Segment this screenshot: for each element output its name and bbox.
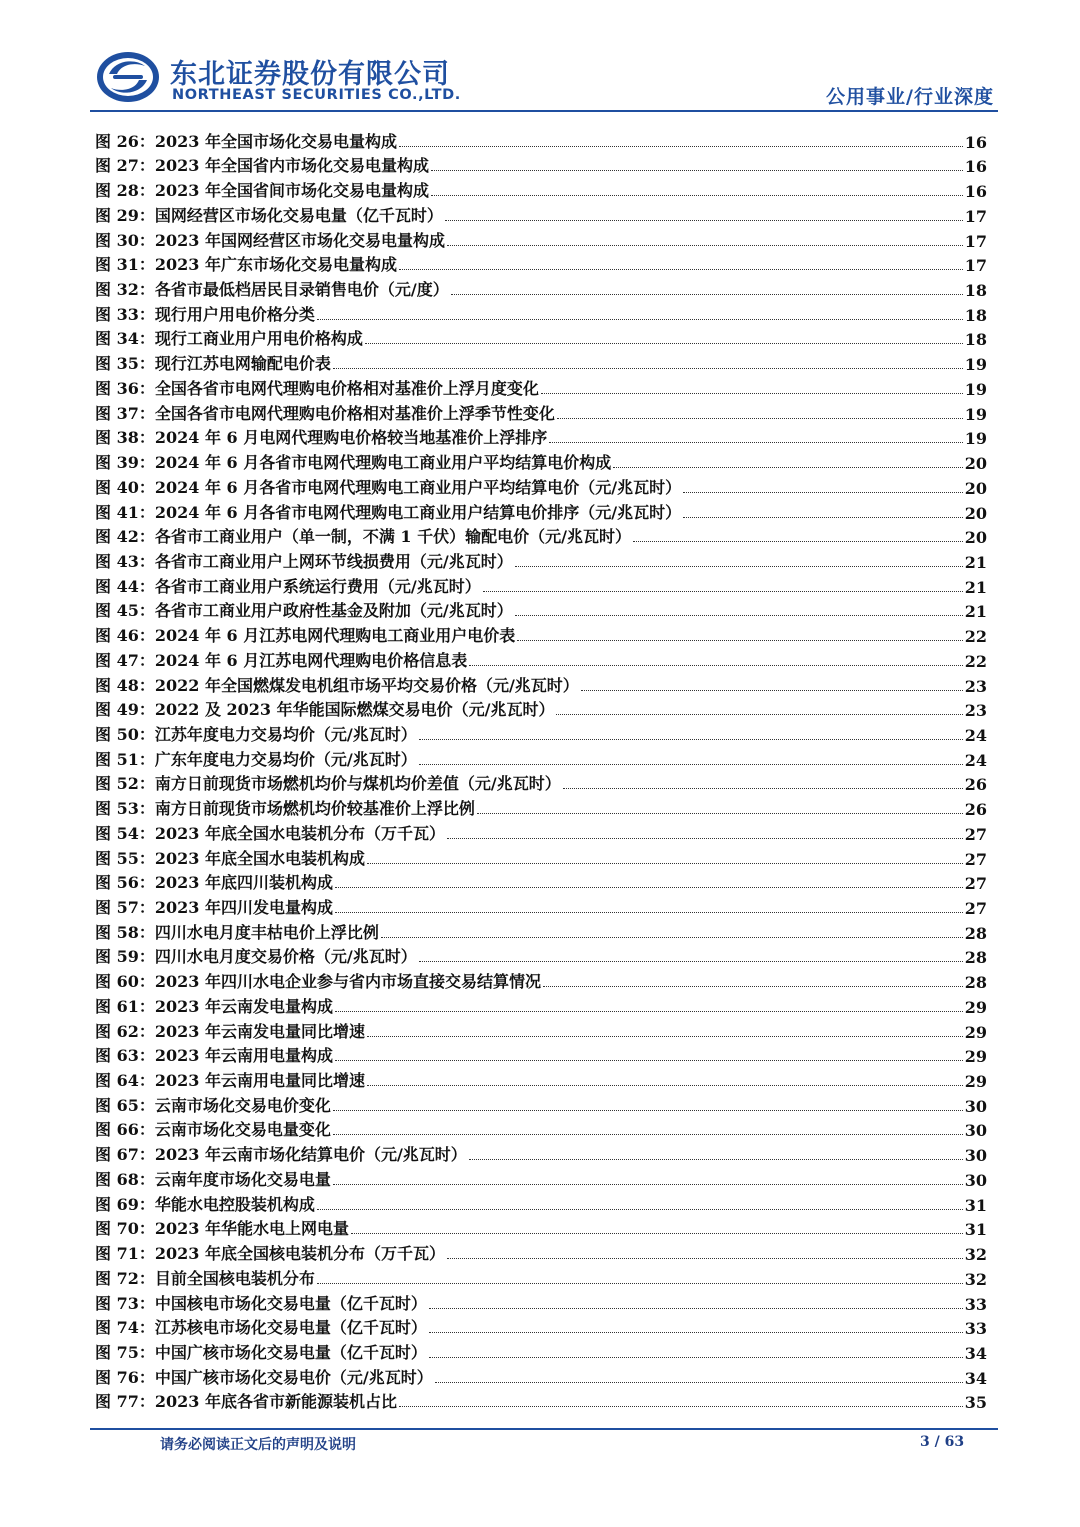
figure-page-number: 29 [964, 1022, 987, 1042]
figure-number: 图 34： [95, 329, 155, 349]
figure-title: 江苏核电市场化交易电量（亿千瓦时） [154, 1318, 427, 1338]
figure-page-number: 18 [964, 305, 987, 325]
toc-entry[interactable] [95, 1215, 987, 1240]
dot-leader [429, 1357, 963, 1358]
figure-title: 2023 年云南发电量构成 [154, 996, 333, 1016]
toc-entry[interactable] [95, 720, 987, 745]
figure-number: 图 47： [95, 650, 155, 670]
figure-title: 2023 年全国省间市场化交易电量构成 [154, 181, 429, 201]
figure-number: 图 72： [95, 1268, 155, 1288]
figure-title: 各省市工商业用户（单一制，不满 1 千伏）输配电价（元/兆瓦时） [154, 527, 631, 547]
figure-number: 图 32： [95, 280, 155, 300]
figure-page-number: 30 [964, 1146, 987, 1166]
dot-leader [613, 467, 963, 468]
toc-entry[interactable] [95, 918, 987, 943]
dot-leader [333, 1110, 963, 1111]
toc-entry[interactable] [95, 226, 987, 251]
dot-leader [333, 1184, 963, 1185]
toc-entry[interactable] [95, 794, 987, 819]
dot-leader [431, 170, 963, 171]
figure-page-number: 21 [964, 602, 987, 622]
figure-page-number: 16 [964, 182, 987, 202]
figure-number: 图 36： [95, 378, 155, 398]
dot-leader [683, 492, 963, 493]
toc-entry[interactable] [95, 696, 987, 721]
toc-entry[interactable] [95, 1289, 987, 1314]
figure-page-number: 30 [964, 1170, 987, 1190]
figure-page-number: 20 [964, 528, 987, 548]
toc-entry[interactable] [95, 992, 987, 1017]
toc-entry[interactable] [95, 498, 987, 523]
dot-leader [469, 1159, 963, 1160]
figure-number: 图 69： [95, 1194, 155, 1214]
figure-page-number: 23 [964, 701, 987, 721]
figure-number: 图 77： [95, 1392, 155, 1412]
figure-number: 图 53： [95, 799, 155, 819]
figure-number: 图 63： [95, 1046, 155, 1066]
toc-entry[interactable] [95, 1264, 987, 1289]
figure-number: 图 75： [95, 1342, 155, 1362]
figure-number: 图 65： [95, 1095, 155, 1115]
figure-page-number: 17 [964, 206, 987, 226]
dot-leader [317, 1283, 963, 1284]
toc-entry[interactable] [95, 745, 987, 770]
figure-title: 2023 年广东市场化交易电量构成 [154, 255, 397, 275]
figure-title: 2024 年 6 月各省市电网代理购电工商业用户平均结算电价构成 [154, 453, 612, 473]
figure-page-number: 28 [964, 973, 987, 993]
figure-title: 南方日前现货市场燃机均价较基准价上浮比例 [154, 799, 475, 819]
figure-page-number: 24 [964, 725, 987, 745]
toc-entry[interactable] [95, 893, 987, 918]
dot-leader [333, 1134, 963, 1135]
toc-entry[interactable] [95, 1165, 987, 1190]
toc-entry[interactable] [95, 1042, 987, 1067]
footer-divider [90, 1428, 998, 1430]
figure-number: 图 40： [95, 477, 155, 497]
figure-title: 现行工商业用户用电价格构成 [154, 329, 363, 349]
toc-entry[interactable] [95, 152, 987, 177]
toc-entry[interactable] [95, 448, 987, 473]
toc-entry[interactable] [95, 819, 987, 844]
figure-title: 2022 及 2023 年华能国际燃煤交易电价（元/兆瓦时） [154, 700, 555, 720]
figure-title: 2023 年云南发电量同比增速 [154, 1021, 365, 1041]
figure-page-number: 35 [964, 1393, 987, 1413]
figure-page-number: 26 [964, 800, 987, 820]
figure-number: 图 50： [95, 724, 155, 744]
figure-page-number: 20 [964, 454, 987, 474]
dot-leader [451, 294, 963, 295]
toc-entry[interactable] [95, 399, 987, 424]
dot-leader [399, 146, 963, 147]
figure-page-number: 27 [964, 899, 987, 918]
dot-leader [429, 1332, 963, 1333]
figure-page-number: 30 [964, 1121, 987, 1141]
toc-entry[interactable] [95, 844, 987, 869]
figure-page-number: 24 [964, 750, 987, 770]
figure-number: 图 58： [95, 922, 155, 942]
toc-entry[interactable] [95, 300, 987, 325]
figure-number: 图 74： [95, 1318, 155, 1338]
toc-entry[interactable] [95, 201, 987, 226]
figure-title: 2023 年华能水电上网电量 [154, 1219, 349, 1239]
figure-title: 2024 年 6 月电网代理购电价格较当地基准价上浮排序 [154, 428, 548, 448]
figure-title: 2023 年国网经营区市场化交易电量构成 [154, 230, 445, 250]
dot-leader [447, 1258, 963, 1259]
figure-title: 全国各省市电网代理购电价格相对基准价上浮月度变化 [154, 378, 539, 398]
figure-page-number: 28 [964, 948, 987, 968]
toc-entry[interactable] [95, 869, 987, 894]
figure-number: 图 42： [95, 527, 155, 547]
toc-entry[interactable] [95, 1091, 987, 1116]
toc-entry[interactable] [95, 597, 987, 622]
figure-page-number: 20 [964, 478, 987, 498]
figure-title: 四川水电月度丰枯电价上浮比例 [154, 922, 379, 942]
figure-title: 现行江苏电网输配电价表 [154, 354, 331, 374]
figure-number: 图 67： [95, 1145, 155, 1165]
header-divider [90, 110, 998, 112]
dot-leader [333, 368, 963, 369]
dot-leader [335, 1060, 963, 1061]
toc-entry[interactable] [95, 374, 987, 399]
dot-leader [435, 1382, 963, 1383]
figure-title: 广东年度电力交易均价（元/兆瓦时） [154, 749, 417, 769]
dot-leader [367, 863, 963, 864]
figure-title: 中国核电市场化交易电量（亿千瓦时） [154, 1293, 427, 1313]
toc-entry[interactable] [95, 1017, 987, 1042]
dot-leader [469, 665, 963, 666]
figure-title: 2023 年四川发电量构成 [154, 898, 333, 917]
figure-page-number: 21 [964, 552, 987, 572]
dot-leader [399, 269, 963, 270]
figure-page-number: 30 [964, 1096, 987, 1116]
figure-title: 2024 年 6 月江苏电网代理购电价格信息表 [154, 650, 468, 670]
figure-title: 2023 年底全国水电装机分布（万千瓦） [154, 823, 445, 843]
figure-index-list [95, 127, 987, 1412]
toc-entry[interactable] [95, 671, 987, 696]
figure-number: 图 27： [95, 156, 155, 176]
toc-entry[interactable] [95, 1388, 987, 1413]
toc-entry[interactable] [95, 1314, 987, 1339]
figure-title: 2024 年 6 月各省市电网代理购电工商业用户平均结算电价（元/兆瓦时） [154, 477, 682, 497]
figure-page-number: 34 [964, 1368, 987, 1388]
dot-leader [541, 393, 963, 394]
dot-leader [517, 640, 963, 641]
figure-number: 图 43： [95, 551, 155, 571]
figure-title: 各省市工商业用户系统运行费用（元/兆瓦时） [154, 576, 481, 596]
dot-leader [335, 912, 963, 913]
figure-page-number: 27 [964, 874, 987, 894]
dot-leader [515, 566, 963, 567]
figure-title: 中国广核市场化交易电价（元/兆瓦时） [154, 1367, 433, 1387]
toc-entry[interactable] [95, 646, 987, 671]
figure-title: 2023 年四川水电企业参与省内市场直接交易结算情况 [154, 972, 541, 992]
figure-page-number: 22 [964, 651, 987, 671]
figure-number: 图 76： [95, 1367, 155, 1387]
figure-number: 图 39： [95, 453, 155, 473]
figure-page-number: 34 [964, 1343, 987, 1363]
figure-title: 各省市工商业用户政府性基金及附加（元/兆瓦时） [154, 601, 513, 621]
figure-page-number: 32 [964, 1269, 987, 1289]
dot-leader [633, 541, 963, 542]
toc-entry[interactable] [95, 325, 987, 350]
figure-number: 图 41： [95, 502, 155, 522]
figure-page-number: 27 [964, 849, 987, 869]
toc-entry[interactable] [95, 1190, 987, 1215]
figure-page-number: 29 [964, 1072, 987, 1092]
figure-page-number: 20 [964, 503, 987, 523]
figure-page-number: 26 [964, 775, 987, 795]
toc-entry[interactable] [95, 473, 987, 498]
figure-page-number: 17 [964, 231, 987, 251]
figure-number: 图 48： [95, 675, 155, 695]
figure-title: 全国各省市电网代理购电价格相对基准价上浮季节性变化 [154, 403, 555, 423]
figure-number: 图 28： [95, 181, 155, 201]
toc-entry[interactable] [95, 770, 987, 795]
figure-number: 图 70： [95, 1219, 155, 1239]
figure-title: 四川水电月度交易价格（元/兆瓦时） [154, 947, 417, 967]
figure-page-number: 31 [964, 1220, 987, 1240]
toc-entry[interactable] [95, 943, 987, 968]
dot-leader [549, 442, 963, 443]
figure-number: 图 59： [95, 947, 155, 967]
dot-leader [445, 220, 963, 221]
dot-leader [335, 1011, 963, 1012]
toc-entry[interactable] [95, 547, 987, 572]
figure-number: 图 33： [95, 304, 155, 324]
figure-page-number: 27 [964, 824, 987, 844]
figure-page-number: 23 [964, 676, 987, 696]
figure-title: 各省市最低档居民目录销售电价（元/度） [154, 280, 449, 300]
figure-number: 图 55： [95, 848, 155, 868]
dot-leader [447, 838, 963, 839]
toc-entry[interactable] [95, 275, 987, 300]
figure-page-number: 21 [964, 577, 987, 597]
report-category: 公用事业/行业深度 [826, 86, 994, 108]
figure-page-number: 33 [964, 1319, 987, 1339]
dot-leader [367, 1085, 963, 1086]
dot-leader [365, 343, 963, 344]
dot-leader [543, 986, 963, 987]
toc-entry[interactable] [95, 1239, 987, 1264]
figure-number: 图 52： [95, 774, 155, 794]
toc-entry[interactable] [95, 127, 987, 152]
figure-number: 图 54： [95, 823, 155, 843]
figure-page-number: 33 [964, 1294, 987, 1314]
northeast-securities-logo-icon [95, 50, 161, 104]
company-name-en: NORTHEAST SECURITIES CO.,LTD. [172, 87, 461, 103]
toc-entry[interactable] [95, 572, 987, 597]
dot-leader [335, 887, 963, 888]
toc-entry[interactable] [95, 1140, 987, 1165]
dot-leader [563, 788, 963, 789]
figure-number: 图 60： [95, 972, 155, 992]
figure-number: 图 26： [95, 131, 155, 151]
dot-leader [483, 591, 963, 592]
dot-leader [556, 714, 962, 715]
figure-title: 2023 年全国市场化交易电量构成 [154, 131, 397, 151]
figure-title: 2023 年底各省市新能源装机占比 [154, 1392, 397, 1412]
dot-leader [351, 1233, 963, 1234]
dot-leader [515, 615, 963, 616]
figure-title: 目前全国核电装机分布 [154, 1268, 315, 1288]
toc-entry[interactable] [95, 1116, 987, 1141]
dot-leader [447, 245, 963, 246]
figure-title: 云南市场化交易电量变化 [154, 1120, 331, 1140]
figure-page-number: 19 [964, 355, 987, 375]
page-header [0, 0, 1080, 118]
figure-title: 2022 年全国燃煤发电机组市场平均交易价格（元/兆瓦时） [154, 675, 579, 695]
figure-title: 2023 年底全国水电装机构成 [154, 848, 365, 868]
figure-number: 图 30： [95, 230, 155, 250]
figure-title: 2024 年 6 月江苏电网代理购电工商业用户电价表 [154, 626, 516, 646]
figure-title: 云南市场化交易电价变化 [154, 1095, 331, 1115]
dot-leader [367, 1036, 963, 1037]
dot-leader [557, 418, 963, 419]
figure-number: 图 29： [95, 205, 155, 225]
figure-number: 图 44： [95, 576, 155, 596]
toc-entry[interactable] [95, 523, 987, 548]
toc-entry[interactable] [95, 176, 987, 201]
figure-number: 图 37： [95, 403, 155, 423]
dot-leader [429, 1308, 963, 1309]
figure-number: 图 68： [95, 1169, 155, 1189]
figure-page-number: 22 [964, 627, 987, 647]
figure-page-number: 16 [964, 157, 987, 177]
toc-entry[interactable] [95, 424, 987, 449]
figure-page-number: 18 [964, 281, 987, 301]
figure-page-number: 29 [964, 1047, 987, 1067]
figure-title: 2024 年 6 月各省市电网代理购电工商业用户结算电价排序（元/兆瓦时） [154, 502, 682, 522]
dot-leader [477, 813, 963, 814]
figure-title: 2023 年云南用电量构成 [154, 1046, 333, 1066]
figure-title: 现行用户用电价格分类 [154, 304, 315, 324]
dot-leader [317, 1209, 963, 1210]
dot-leader [683, 517, 963, 518]
figure-page-number: 16 [964, 132, 987, 152]
figure-number: 图 61： [95, 996, 155, 1016]
figure-number: 图 62： [95, 1021, 155, 1041]
figure-page-number: 19 [964, 404, 987, 424]
figure-number: 图 35： [95, 354, 155, 374]
figure-number: 图 45： [95, 601, 155, 621]
figure-title: 2023 年底全国核电装机分布（万千瓦） [154, 1244, 445, 1264]
figure-number: 图 71： [95, 1244, 155, 1264]
figure-title: 各省市工商业用户上网环节线损费用（元/兆瓦时） [154, 551, 513, 571]
dot-leader [317, 319, 963, 320]
figure-number: 图 46： [95, 626, 155, 646]
dot-leader [419, 764, 963, 765]
figure-title: 2023 年云南市场化结算电价（元/兆瓦时） [154, 1145, 467, 1165]
figure-title: 云南年度市场化交易电量 [154, 1169, 331, 1189]
dot-leader [419, 739, 963, 740]
company-name-cn: 东北证券股份有限公司 [170, 59, 450, 90]
figure-number: 图 31： [95, 255, 155, 275]
figure-title: 国网经营区市场化交易电量（亿千瓦时） [154, 205, 443, 225]
dot-leader [581, 690, 963, 691]
figure-title: 2023 年全国省内市场化交易电量构成 [154, 156, 429, 176]
figure-title: 中国广核市场化交易电量（亿千瓦时） [154, 1342, 427, 1362]
figure-page-number: 29 [964, 997, 987, 1017]
dot-leader [419, 961, 963, 962]
toc-entry[interactable] [95, 1363, 987, 1388]
figure-number: 图 66： [95, 1120, 155, 1140]
figure-title: 2023 年云南用电量同比增速 [154, 1071, 365, 1091]
figure-page-number: 31 [964, 1195, 987, 1215]
figure-number: 图 57： [95, 898, 155, 917]
toc-entry[interactable] [95, 621, 987, 646]
dot-leader [399, 1406, 963, 1407]
figure-page-number: 19 [964, 379, 987, 399]
figure-title: 华能水电控股装机构成 [154, 1194, 315, 1214]
figure-number: 图 73： [95, 1293, 155, 1313]
page-number: 3 / 63 [920, 1434, 965, 1450]
toc-entry[interactable] [95, 1338, 987, 1363]
figure-page-number: 19 [964, 429, 987, 449]
toc-entry[interactable] [95, 1066, 987, 1091]
toc-entry[interactable] [95, 251, 987, 276]
figure-title: 江苏年度电力交易均价（元/兆瓦时） [154, 724, 417, 744]
figure-page-number: 18 [964, 330, 987, 350]
figure-number: 图 56： [95, 873, 155, 893]
figure-page-number: 32 [964, 1245, 987, 1265]
toc-entry[interactable] [95, 349, 987, 374]
figure-number: 图 64： [95, 1071, 155, 1091]
dot-leader [431, 195, 963, 196]
figure-number: 图 49： [95, 700, 155, 720]
figure-title: 南方日前现货市场燃机均价与煤机均价差值（元/兆瓦时） [154, 774, 561, 794]
figure-page-number: 28 [964, 923, 987, 943]
figure-number: 图 38： [95, 428, 155, 448]
toc-entry[interactable] [95, 967, 987, 992]
figure-title: 2023 年底四川装机构成 [154, 873, 333, 893]
footer-disclaimer-note: 请务必阅读正文后的声明及说明 [160, 1437, 356, 1453]
figure-page-number: 17 [964, 256, 987, 276]
dot-leader [381, 937, 963, 938]
figure-number: 图 51： [95, 749, 155, 769]
